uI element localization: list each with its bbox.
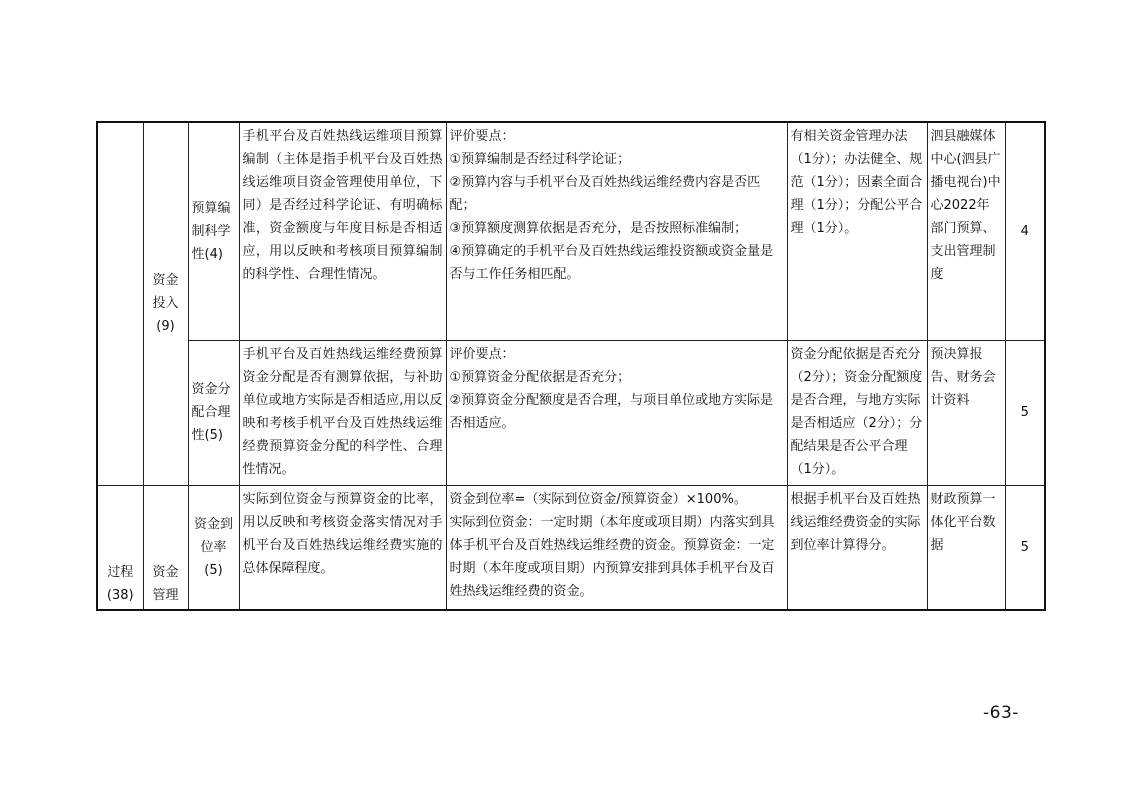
source-text: 泗县融媒体中心(泗县广播电视台)中心2022年部门预算、支出管理制度 [930, 129, 1001, 282]
criteria-item: ②预算内容与手机平台及百姓热线运维经费内容是否匹配； [449, 175, 761, 213]
score-value: 5 [1020, 405, 1029, 420]
indicator-cell [188, 122, 239, 340]
level1-cell-process [97, 485, 143, 610]
criteria-cell [446, 340, 787, 485]
section-label-management: 资金管理 [152, 565, 179, 603]
scoring-cell [787, 122, 927, 340]
indicator-label: 资金到位率(5) [193, 516, 233, 578]
indicator-label: 预算编制科学性(4) [191, 200, 231, 262]
indicator-cell [188, 485, 239, 610]
description-cell [239, 485, 446, 610]
page-number: -63- [983, 703, 1019, 723]
level2-cell-management [143, 485, 188, 610]
indicator-description: 实际到位资金与预算资金的比率，用以反映和考核资金落实情况对手机平台及百姓热线运维经费实施的总体保障程度。 [242, 491, 443, 576]
criteria-cell [446, 122, 787, 340]
level1-cell-empty [97, 122, 143, 485]
score-value: 4 [1020, 223, 1029, 239]
criteria-item: ②预算资金分配额度是否合理，与项目单位或地方实际是否相适应。 [449, 392, 774, 431]
section-label-process: 过程(38) [106, 565, 134, 603]
description-cell [239, 340, 446, 485]
scoring-text: 资金分配依据是否充分（2分）；资金分配额度是否合理，与地方实际是否相适应（2分）；分配结果是否公平合理（1分）。 [790, 346, 923, 477]
indicator-description: 手机平台及百姓热线运维经费预算资金分配是否有测算依据，与补助单位或地方实际是否相适应,用以反映和考核手机平台及百姓热线运维经费预算资金分配的科学性、合理性情况。 [242, 346, 443, 477]
description-cell [239, 122, 446, 340]
scoring-text: 根据手机平台及百姓热线运维经费资金的实际到位率计算得分。 [790, 491, 921, 553]
source-cell [927, 340, 1005, 485]
table-row [97, 340, 1045, 485]
criteria-item: ①预算编制是否经过科学论证； [449, 152, 631, 167]
scoring-cell [787, 340, 927, 485]
criteria-title: 评价要点： [449, 129, 515, 144]
source-text: 财政预算一体化平台数据 [930, 491, 996, 553]
criteria-item: ①预算资金分配依据是否充分； [449, 369, 631, 385]
score-cell [1005, 122, 1045, 340]
criteria-cell [446, 485, 787, 610]
level2-cell-input [143, 122, 188, 485]
source-cell [927, 122, 1005, 340]
source-cell [927, 485, 1005, 610]
criteria-title: 评价要点： [449, 346, 515, 362]
indicator-description: 手机平台及百姓热线运维项目预算编制（主体是指手机平台及百姓热线运维项目资金管理使用单位，下同）是否经过科学论证、有明确标准，资金额度与年度目标是否相适应，用以反映和考核项目预算编制的科学性、合理性情况。 [242, 129, 443, 282]
criteria-item: ④预算确定的手机平台及百姓热线运维投资额或资金量是否与工作任务相匹配。 [449, 244, 774, 282]
table-row [97, 122, 1045, 340]
section-label-input: 资金投入(9) [152, 273, 179, 335]
scoring-text: 有相关资金管理办法（1分）；办法健全、规范（1分）；因素全面合理（1分）；分配公平合理（1分）。 [790, 129, 923, 236]
criteria-item: 资金到位率=（实际到位资金/预算资金）×100%。 [449, 491, 747, 507]
criteria-item: ③预算额度测算依据是否充分，是否按照标准编制； [449, 221, 748, 236]
indicator-label: 资金分配合理性(5) [191, 382, 231, 443]
score-cell [1005, 485, 1045, 610]
scoring-cell [787, 485, 927, 610]
indicator-cell [188, 340, 239, 485]
criteria-item: 实际到位资金：一定时期（本年度或项目期）内落实到具体手机平台及百姓热线运维经费的资金。预算资金：一定时期（本年度或项目期）内预算安排到具体手机平台及百姓热线运维经费的资金。 [449, 514, 775, 599]
score-cell [1005, 340, 1045, 485]
score-value: 5 [1020, 539, 1029, 555]
source-text: 预决算报告、财务会计资料 [930, 346, 996, 408]
table-row [97, 485, 1045, 610]
evaluation-table [96, 121, 1046, 611]
